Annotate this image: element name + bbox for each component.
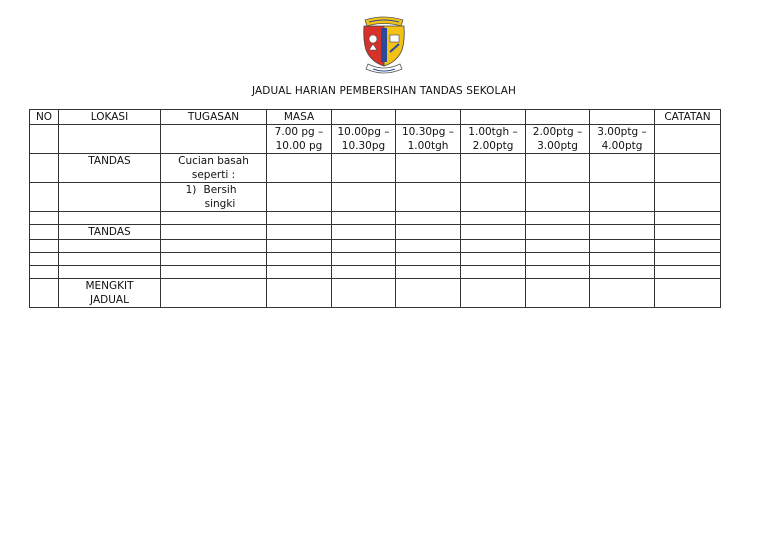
table-cell xyxy=(655,183,721,212)
table-cell xyxy=(332,154,396,183)
table-cell xyxy=(267,154,332,183)
time-slot-3: 10.30pg – 1.00tgh xyxy=(396,125,461,154)
table-cell xyxy=(267,240,332,253)
header-masa: MASA xyxy=(267,110,332,125)
table-row xyxy=(30,110,721,125)
table-cell xyxy=(655,253,721,266)
header-lokasi: LOKASI xyxy=(59,110,161,125)
task-item-text: Bersih singki xyxy=(203,184,237,210)
table-cell xyxy=(161,212,267,225)
cleaning-schedule-table xyxy=(29,109,721,308)
table-cell xyxy=(396,266,461,279)
table-cell xyxy=(526,240,590,253)
table-cell xyxy=(461,110,526,125)
table-cell xyxy=(590,154,655,183)
table-cell xyxy=(396,279,461,308)
table-cell xyxy=(30,154,59,183)
table-cell xyxy=(332,253,396,266)
tugasan-list-cell xyxy=(161,183,267,212)
table-cell xyxy=(461,253,526,266)
table-row xyxy=(30,240,721,253)
table-cell xyxy=(59,266,161,279)
table-cell xyxy=(30,225,59,240)
time-slot-6: 3.00ptg – 4.00ptg xyxy=(590,125,655,154)
table-cell xyxy=(30,266,59,279)
header-tugasan: TUGASAN xyxy=(161,110,267,125)
list-number: 1) xyxy=(185,184,197,196)
table-cell xyxy=(526,266,590,279)
table-cell xyxy=(396,240,461,253)
table-cell xyxy=(655,212,721,225)
table-cell xyxy=(526,154,590,183)
table-row xyxy=(30,253,721,266)
table-cell xyxy=(30,253,59,266)
table-cell xyxy=(267,225,332,240)
table-cell xyxy=(30,125,59,154)
table-cell xyxy=(526,183,590,212)
table-cell xyxy=(590,212,655,225)
table-cell xyxy=(59,253,161,266)
table-cell xyxy=(396,154,461,183)
table-cell xyxy=(461,240,526,253)
table-cell xyxy=(655,225,721,240)
table-cell xyxy=(590,183,655,212)
table-cell xyxy=(332,279,396,308)
table-row xyxy=(30,212,721,225)
table-cell xyxy=(655,266,721,279)
table-row xyxy=(30,125,721,154)
table-row xyxy=(30,279,721,308)
table-cell xyxy=(526,253,590,266)
table-cell xyxy=(590,266,655,279)
table-cell xyxy=(655,279,721,308)
table-cell xyxy=(590,279,655,308)
table-cell xyxy=(461,212,526,225)
table-row xyxy=(30,183,721,212)
table-cell xyxy=(30,279,59,308)
table-cell xyxy=(332,110,396,125)
table-cell xyxy=(526,212,590,225)
table-cell xyxy=(161,253,267,266)
table-cell xyxy=(267,253,332,266)
table-row xyxy=(30,154,721,183)
table-cell xyxy=(461,183,526,212)
table-cell xyxy=(396,225,461,240)
table-row xyxy=(30,266,721,279)
school-crest-icon xyxy=(359,14,409,76)
table-cell xyxy=(590,225,655,240)
table-cell xyxy=(332,212,396,225)
time-slot-5: 2.00ptg – 3.00ptg xyxy=(526,125,590,154)
table-cell xyxy=(161,240,267,253)
lokasi-cell: TANDAS xyxy=(59,225,161,240)
table-cell xyxy=(590,110,655,125)
table-cell xyxy=(461,225,526,240)
table-cell xyxy=(526,110,590,125)
time-slot-4: 1.00tgh – 2.00ptg xyxy=(461,125,526,154)
table-cell xyxy=(30,212,59,225)
table-cell xyxy=(267,266,332,279)
table-cell xyxy=(161,279,267,308)
table-cell xyxy=(526,279,590,308)
table-cell xyxy=(655,240,721,253)
document-title: JADUAL HARIAN PEMBERSIHAN TANDAS SEKOLAH xyxy=(251,85,517,97)
table-cell xyxy=(396,183,461,212)
table-cell xyxy=(161,125,267,154)
table-cell xyxy=(461,154,526,183)
table-cell xyxy=(59,183,161,212)
tugasan-cell: Cucian basah seperti : xyxy=(161,154,267,183)
time-slot-2: 10.00pg – 10.30pg xyxy=(332,125,396,154)
table-cell xyxy=(59,125,161,154)
table-cell xyxy=(267,212,332,225)
header-no: NO xyxy=(30,110,59,125)
table-cell xyxy=(59,212,161,225)
table-cell xyxy=(161,266,267,279)
table-cell xyxy=(655,154,721,183)
table-row xyxy=(30,225,721,240)
table-cell xyxy=(332,183,396,212)
time-slot-1: 7.00 pg – 10.00 pg xyxy=(267,125,332,154)
table-cell xyxy=(267,183,332,212)
table-cell xyxy=(161,225,267,240)
table-cell xyxy=(332,225,396,240)
table-cell xyxy=(396,212,461,225)
table-cell xyxy=(655,125,721,154)
table-cell xyxy=(396,110,461,125)
table-cell xyxy=(396,253,461,266)
lokasi-cell: TANDAS xyxy=(59,154,161,183)
lokasi-cell: MENGKIT JADUAL xyxy=(59,279,161,308)
table-cell xyxy=(461,266,526,279)
table-cell xyxy=(30,183,59,212)
table-cell xyxy=(461,279,526,308)
header-catatan: CATATAN xyxy=(655,110,721,125)
table-cell xyxy=(526,225,590,240)
table-cell xyxy=(332,240,396,253)
table-cell xyxy=(590,240,655,253)
table-cell xyxy=(332,266,396,279)
table-cell xyxy=(267,279,332,308)
table-cell xyxy=(590,253,655,266)
table-cell xyxy=(59,240,161,253)
table-cell xyxy=(30,240,59,253)
